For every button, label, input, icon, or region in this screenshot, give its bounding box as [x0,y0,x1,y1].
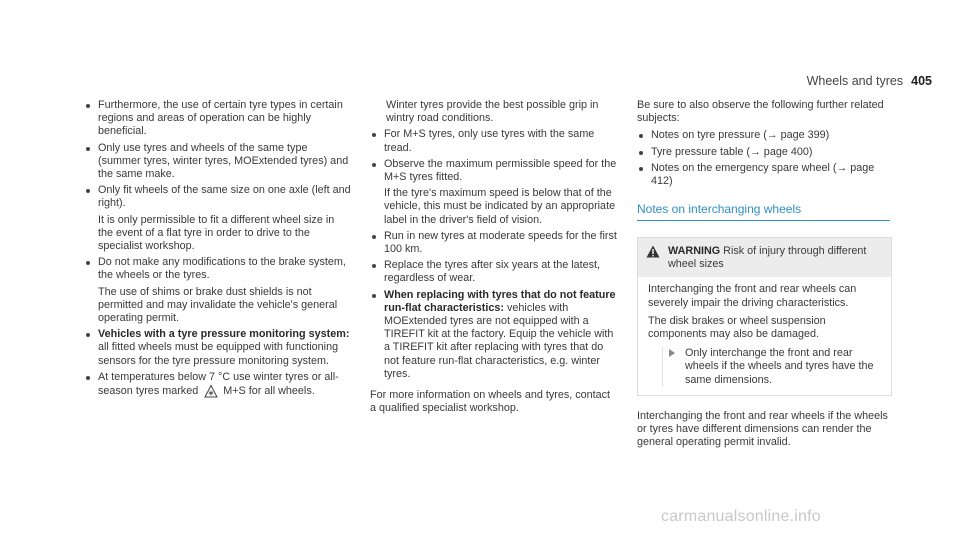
watermark: carmanualsonline.info [661,508,821,525]
list-item-text: Run in new tyres at moderate speeds for the first 100 km. [384,229,617,256]
warning-title [668,245,883,271]
column-middle [370,99,618,419]
list-item-note: The use of shims or brake dust shields is not permitted and may invalidate the vehicle's general operating permit. [98,285,338,325]
list-item [370,158,618,227]
section-title: Notes on interchanging wheels [637,203,890,221]
closing-paragraph: Interchanging the front and rear wheels if the wheels or tyres have different dimensions can render the general operating permit invalid. [637,409,888,449]
list-item-text: all fitted wheels must be equipped with functioning sensors for the tyre pressure monitoring system. [98,341,339,367]
list-item-text: Observe the maximum permissible speed for the M+S tyres fitted. [384,157,617,184]
list-item-note: It is only permissible to fit a different wheel size in the event of a flat tyre in order to drive to the specialist workshop. [98,213,335,253]
continued-text: Winter tyres provide the best possible grip in wintry road conditions. [386,99,599,125]
related-link-text[interactable]: Tyre pressure table (→ page 400) [651,145,813,158]
list-item [84,142,352,182]
list-item-heading: Vehicles with a tyre pressure monitoring system: [98,328,350,341]
list-item [84,184,352,253]
related-link[interactable] [637,146,895,159]
list-item-text: For M+S tyres, only use tyres with the same tread. [384,128,595,154]
tyre-rules-list [84,99,352,398]
warning-header [638,238,891,277]
warning-triangle-icon [646,245,660,258]
list-item [84,328,352,368]
warning-paragraph: The disk brakes or wheel suspension components may also be damaged. [648,314,826,341]
list-item-text: vehicles with MOExtended tyres are not equipped with a TIREFIT kit at the factory. Equip the vehicle with a TIREFIT kit after replacing with tyres that do not feature run-flat characteristics, e.g. winter tyres. [384,301,614,380]
related-link-text[interactable]: Notes on tyre pressure (→ page 399) [651,129,830,142]
warning-title-text: Risk of injury through different wheel sizes [668,245,867,271]
list-item [84,256,352,325]
list-item [84,371,352,398]
list-item-text: M+S for all wheels. [223,384,315,397]
list-item-text: Only use tyres and wheels of the same type (summer tyres, winter tyres, MOExtended tyres) and the same make. [98,141,349,181]
related-topics-list [637,129,895,188]
list-item [370,289,618,381]
section-name: Wheels and tyres [806,74,904,88]
play-arrow-icon [669,349,675,357]
snowflake-mountain-icon [204,384,218,398]
list-item-text: At temperatures below 7 °C use winter tyres or all-season tyres marked [98,370,339,397]
list-item-heading: When replacing with tyres that do not feature run-flat characteristics: [384,288,616,314]
list-item [370,259,618,285]
warning-box [637,237,892,395]
list-item-text: Only fit wheels of the same size on one axle (left and right). [98,184,351,210]
related-link-text[interactable]: Notes on the emergency spare wheel (→ page 412) [651,161,875,188]
warning-body [638,277,891,394]
list-item [84,99,352,139]
list-item [370,128,618,154]
column-right [637,99,895,453]
list-item-text: Furthermore, the use of certain tyre types in certain regions and areas of operation can be highly beneficial. [98,99,343,138]
warning-paragraph: Interchanging the front and rear wheels can severely impair the driving characteristics. [648,283,857,309]
list-item [370,230,618,256]
list-item-note: If the tyre's maximum speed is below that of the vehicle, this must be indicated by an appropriate label in the driver's field of vision. [384,187,616,226]
related-link[interactable] [637,129,895,142]
more-info-text: For more information on wheels and tyres, contact a qualified specialist workshop. [370,389,611,415]
related-intro: Be sure to also observe the following further related subjects: [637,99,884,125]
tyre-rules-list-2 [370,128,618,381]
column-left [84,99,352,401]
related-link[interactable] [637,162,895,188]
warning-label: WARNING [668,245,721,258]
action-text: Only interchange the front and rear wheels if the wheels and tyres have the same dimensions. [685,347,874,386]
page-number: 405 [911,74,932,88]
page-header [760,74,932,88]
list-item-text: Replace the tyres after six years at the latest, regardless of wear. [384,259,601,285]
action-instruction [662,347,883,387]
list-item-text: Do not make any modifications to the brake system, the wheels or the tyres. [98,256,346,282]
